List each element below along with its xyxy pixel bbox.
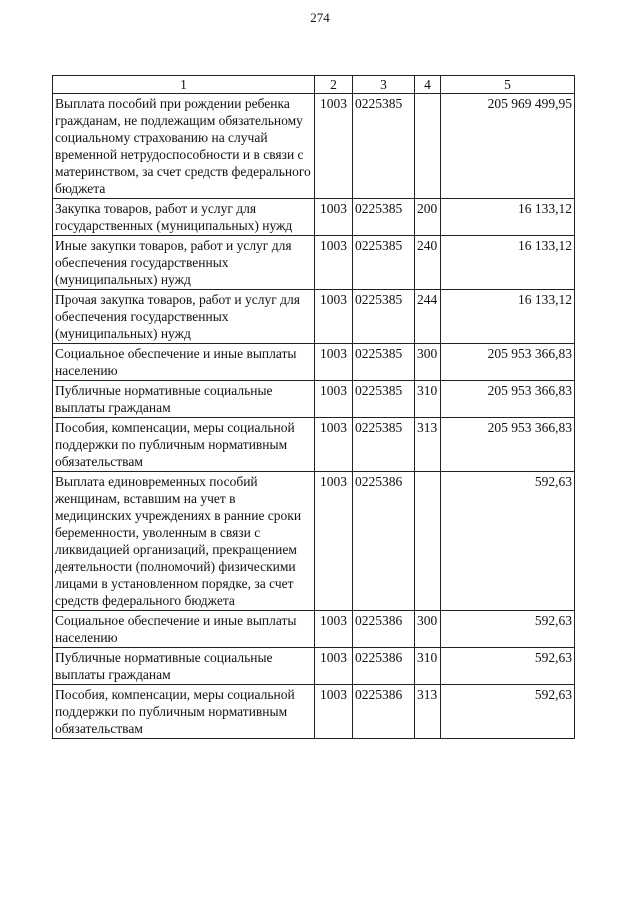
row-vr-cell: 300: [415, 344, 441, 381]
table-row: [53, 199, 575, 236]
row-code-cell: 0225386: [353, 611, 415, 648]
row-code-cell: 0225385: [353, 344, 415, 381]
row-section-cell: 1003: [315, 381, 353, 418]
row-vr-cell: [415, 94, 441, 199]
row-section-cell: 1003: [315, 344, 353, 381]
column-header: 2: [315, 76, 353, 94]
row-amount-cell: 205 953 366,83: [441, 418, 575, 472]
row-amount-cell: 592,63: [441, 472, 575, 611]
row-section-cell: 1003: [315, 199, 353, 236]
table-row: [53, 685, 575, 739]
header-row: [53, 76, 575, 94]
row-amount-cell: 16 133,12: [441, 199, 575, 236]
row-name-cell: Пособия, компенсации, меры социальной поддержки по публичным нормативным обязательствам: [53, 418, 315, 472]
table-row: [53, 236, 575, 290]
row-vr-cell: 240: [415, 236, 441, 290]
row-name-cell: Выплата пособий при рождении ребенка гражданам, не подлежащим обязательному социальному страхованию на случай временной нетрудоспособности и в связи с материнством, за счет средств федерального бюджета: [53, 94, 315, 199]
row-section-cell: 1003: [315, 236, 353, 290]
table-row: [53, 94, 575, 199]
row-vr-cell: [415, 472, 441, 611]
row-name-cell: Социальное обеспечение и иные выплаты населению: [53, 344, 315, 381]
column-header: 4: [415, 76, 441, 94]
table-row: [53, 344, 575, 381]
row-name-cell: Иные закупки товаров, работ и услуг для обеспечения государственных (муниципальных) нужд: [53, 236, 315, 290]
row-amount-cell: 592,63: [441, 611, 575, 648]
table-row: [53, 648, 575, 685]
row-name-cell: Закупка товаров, работ и услуг для государственных (муниципальных) нужд: [53, 199, 315, 236]
row-vr-cell: 310: [415, 648, 441, 685]
row-code-cell: 0225385: [353, 290, 415, 344]
row-code-cell: 0225386: [353, 648, 415, 685]
row-amount-cell: 205 969 499,95: [441, 94, 575, 199]
row-section-cell: 1003: [315, 648, 353, 685]
table-row: [53, 418, 575, 472]
table-row: [53, 611, 575, 648]
row-code-cell: 0225385: [353, 236, 415, 290]
table-row: [53, 381, 575, 418]
budget-table: [52, 75, 575, 739]
row-code-cell: 0225386: [353, 685, 415, 739]
row-amount-cell: 16 133,12: [441, 290, 575, 344]
row-section-cell: 1003: [315, 611, 353, 648]
row-code-cell: 0225385: [353, 381, 415, 418]
row-name-cell: Социальное обеспечение и иные выплаты населению: [53, 611, 315, 648]
row-amount-cell: 16 133,12: [441, 236, 575, 290]
row-vr-cell: 313: [415, 685, 441, 739]
table-row: [53, 472, 575, 611]
table-row: [53, 290, 575, 344]
row-vr-cell: 300: [415, 611, 441, 648]
row-code-cell: 0225385: [353, 94, 415, 199]
table-body: [53, 94, 575, 739]
row-code-cell: 0225385: [353, 418, 415, 472]
row-name-cell: Публичные нормативные социальные выплаты гражданам: [53, 381, 315, 418]
row-amount-cell: 592,63: [441, 685, 575, 739]
row-code-cell: 0225385: [353, 199, 415, 236]
row-name-cell: Прочая закупка товаров, работ и услуг для обеспечения государственных (муниципальных) нужд: [53, 290, 315, 344]
row-section-cell: 1003: [315, 472, 353, 611]
page-number: 274: [310, 10, 330, 25]
row-section-cell: 1003: [315, 290, 353, 344]
row-section-cell: 1003: [315, 94, 353, 199]
row-section-cell: 1003: [315, 685, 353, 739]
row-vr-cell: 244: [415, 290, 441, 344]
row-amount-cell: 205 953 366,83: [441, 381, 575, 418]
row-amount-cell: 205 953 366,83: [441, 344, 575, 381]
row-code-cell: 0225386: [353, 472, 415, 611]
column-header: 1: [53, 76, 315, 94]
row-amount-cell: 592,63: [441, 648, 575, 685]
row-vr-cell: 200: [415, 199, 441, 236]
row-section-cell: 1003: [315, 418, 353, 472]
row-vr-cell: 313: [415, 418, 441, 472]
column-header: 5: [441, 76, 575, 94]
row-name-cell: Публичные нормативные социальные выплаты гражданам: [53, 648, 315, 685]
row-vr-cell: 310: [415, 381, 441, 418]
row-name-cell: Выплата единовременных пособий женщинам, вставшим на учет в медицинских учреждениях в ранние сроки беременности, уволенным в связи с ликвидацией организаций, прекращением деятельности (полномочий) физическими лицами в установленном порядке, за счет средств федерального бюджета: [53, 472, 315, 611]
column-header: 3: [353, 76, 415, 94]
row-name-cell: Пособия, компенсации, меры социальной поддержки по публичным нормативным обязательствам: [53, 685, 315, 739]
